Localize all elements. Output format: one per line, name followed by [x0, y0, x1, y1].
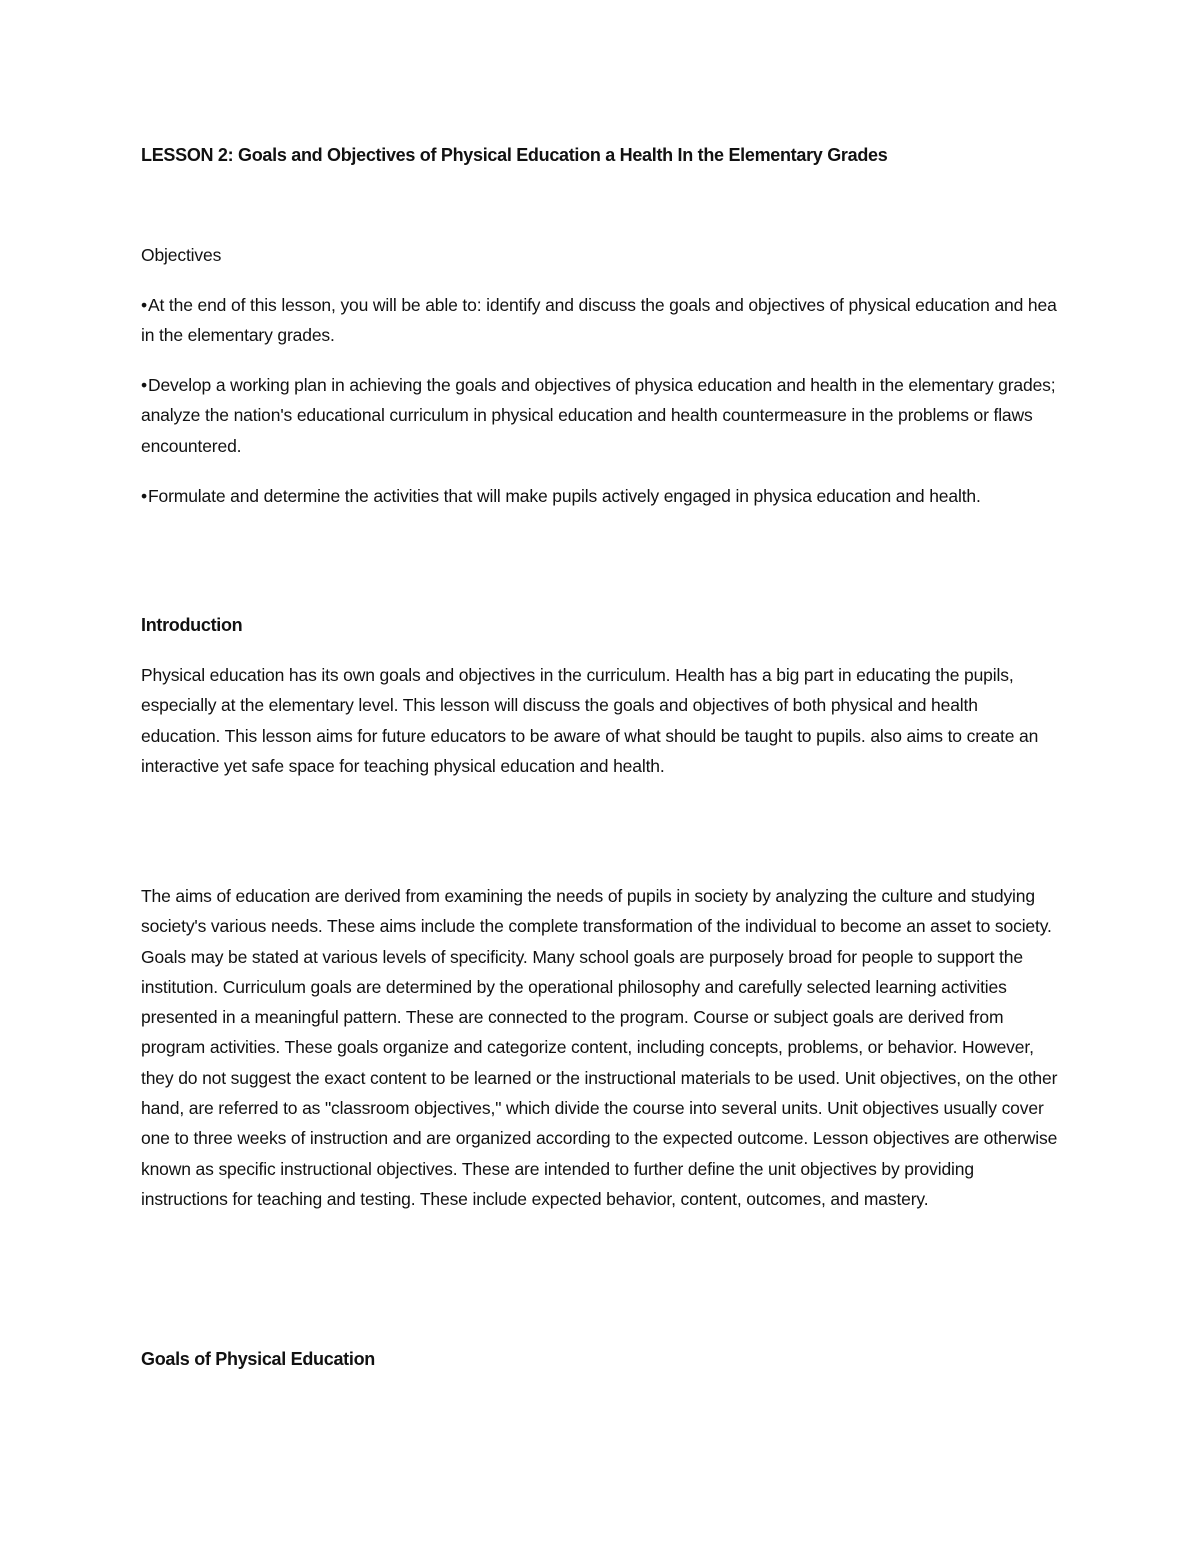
bullet-icon: •	[141, 486, 147, 506]
objective-text: Formulate and determine the activities that will make pupils actively engaged in physica education and health.	[147, 486, 981, 506]
lesson-title: LESSON 2: Goals and Objectives of Physical Education a Health In the Elementary Grades	[141, 145, 888, 165]
objective-text: At the end of this lesson, you will be able to: identify and discuss the goals and objectives of physical education and hea in the elementary grades.	[141, 295, 1057, 346]
goals-heading: Goals of Physical Education	[141, 1349, 375, 1369]
objective-bullet	[141, 370, 1061, 461]
introduction-heading: Introduction	[141, 615, 243, 635]
bullet-icon: •	[141, 375, 147, 395]
introduction-paragraph: Physical education has its own goals and objectives in the curriculum. Health has a big part in educating the pupils, especially at the elementary level. This lesson will discuss the goals and objectives of both physical and health education. This lesson aims for future educators to be aware of what should be taught to pupils. also aims to create an interactive yet safe space for teaching physical education and health.	[141, 665, 1039, 776]
objective-bullet	[141, 481, 1061, 511]
objective-text: Develop a working plan in achieving the goals and objectives of physica education and health in the elementary grades; analyze the nation's educational curriculum in physical education and health countermeasure in the problems or flaws encountered.	[141, 375, 1056, 456]
bullet-icon: •	[141, 295, 147, 315]
objectives-label: Objectives	[141, 245, 222, 265]
objective-bullet	[141, 290, 1061, 351]
aims-paragraph: The aims of education are derived from examining the needs of pupils in society by analyzing the culture and studying society's various needs. These aims include the complete transformation of the individual to become an asset to society. Goals may be stated at various levels of specificity. Many school goals are purposely broad for people to support the institution. Curriculum goals are determined by the operational philosophy and carefully selected learning activities presented in a meaningful pattern. These are connected to the program. Course or subject goals are derived from program activities. These goals organize and categorize content, including concepts, problems, or behavior. However, they do not suggest the exact content to be learned or the instructional materials to be used. Unit objectives, on the other hand, are referred to as "classroom objectives," which divide the course into several units. Unit objectives usually cover one to three weeks of instruction and are organized according to the expected outcome. Lesson objectives are otherwise known as specific instructional objectives. These are intended to further define the unit objectives by providing instructions for teaching and testing. These include expected behavior, content, outcomes, and mastery.	[141, 886, 1058, 1209]
